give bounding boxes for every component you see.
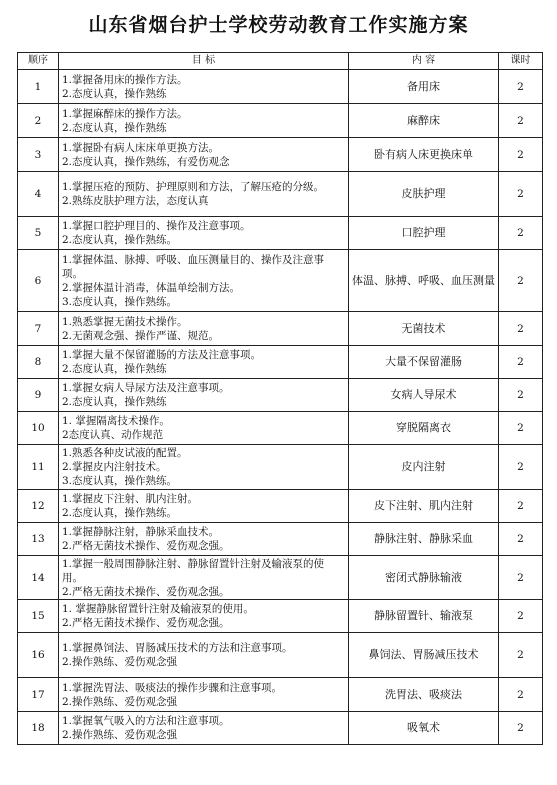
table-row (18, 312, 543, 346)
goal-line: 2.操作熟练、爱伤观念强 (62, 729, 178, 741)
row-hours: 2 (499, 104, 543, 138)
row-hours: 2 (499, 412, 543, 445)
goal-line: 1.掌握皮下注射、肌内注射。 (62, 493, 199, 505)
table-row (18, 490, 543, 523)
goal-line: 2.态度认真，操作熟练，有爱伤观念 (62, 155, 230, 168)
table-row (18, 678, 543, 712)
row-hours: 2 (499, 250, 543, 312)
table-row (18, 523, 543, 556)
table-row (18, 556, 543, 600)
goal-line: 2.掌握皮内注射技术。 (62, 461, 167, 473)
table-row (18, 172, 543, 217)
goal-line: 1.掌握麻醉床的操作方法。 (62, 107, 188, 120)
row-hours: 2 (499, 312, 543, 346)
goal-line: 3.态度认真，操作熟练。 (62, 295, 178, 308)
row-number: 11 (18, 445, 59, 490)
header-num: 顺序 (18, 53, 59, 70)
goal-line: 1.掌握口腔护理目的、操作及注意事项。 (62, 220, 251, 232)
row-goals (59, 312, 349, 346)
row-hours: 2 (499, 346, 543, 379)
goal-line: 1. 掌握隔离技术操作。 (62, 415, 170, 427)
row-goals (59, 217, 349, 250)
row-content: 大量不保留灌肠 (349, 346, 499, 379)
row-hours: 2 (499, 523, 543, 556)
goal-line: 1.掌握大量不保留灌肠的方法及注意事项。 (62, 349, 262, 361)
row-content: 皮肤护理 (349, 172, 499, 217)
plan-table (17, 52, 543, 745)
goal-line: 1.掌握体温、脉搏、呼吸、血压测量目的、操作及注意事项。 (62, 253, 325, 280)
goal-line: 2.态度认真，操作熟练。 (62, 234, 178, 246)
goal-line: 2.态度认真，操作熟练 (62, 121, 167, 134)
table-row (18, 412, 543, 445)
row-number: 7 (18, 312, 59, 346)
row-number: 13 (18, 523, 59, 556)
row-hours: 2 (499, 138, 543, 172)
goal-line: 2态度认真、动作规范 (62, 429, 164, 441)
row-goals (59, 250, 349, 312)
row-number: 14 (18, 556, 59, 600)
goal-line: 2.严格无菌技术操作、爱伤观念强。 (62, 540, 230, 552)
row-content: 穿脱隔离衣 (349, 412, 499, 445)
header-hours: 课时 (499, 53, 543, 70)
row-content: 体温、脉搏、呼吸、血压测量 (349, 250, 499, 312)
goal-line: 2.操作熟练、爱伤观念强 (62, 695, 178, 708)
row-content: 皮内注射 (349, 445, 499, 490)
goal-line: 2.严格无菌技术操作、爱伤观念强。 (62, 617, 230, 629)
row-content: 无菌技术 (349, 312, 499, 346)
goal-line: 2.熟练皮肤护理方法，态度认真 (62, 195, 209, 207)
table-row (18, 217, 543, 250)
goal-line: 1.掌握压疮的预防、护理原则和方法，了解压疮的分级。 (62, 181, 325, 193)
row-hours: 2 (499, 379, 543, 412)
row-number: 3 (18, 138, 59, 172)
row-number: 12 (18, 490, 59, 523)
header-content: 内 容 (349, 53, 499, 70)
row-content: 口腔护理 (349, 217, 499, 250)
document-title: 山东省烟台护士学校劳动教育工作实施方案 (88, 14, 469, 36)
row-goals (59, 379, 349, 412)
goal-line: 1.掌握一般周围静脉注射、静脉留置针注射及输液泵的使用。 (62, 557, 325, 584)
row-number: 2 (18, 104, 59, 138)
table-row (18, 712, 543, 745)
goal-line: 1.熟悉各种皮试液的配置。 (62, 447, 188, 459)
table-row (18, 633, 543, 678)
row-goals (59, 490, 349, 523)
row-hours: 2 (499, 490, 543, 523)
row-number: 6 (18, 250, 59, 312)
row-goals (59, 346, 349, 379)
row-number: 9 (18, 379, 59, 412)
header-goal: 目 标 (59, 53, 349, 70)
row-goals (59, 523, 349, 556)
table-row (18, 346, 543, 379)
row-goals (59, 172, 349, 217)
row-number: 18 (18, 712, 59, 745)
goal-line: 1.掌握洗胃法、吸痰法的操作步骤和注意事项。 (62, 681, 283, 694)
table-row (18, 445, 543, 490)
row-goals (59, 633, 349, 678)
goal-line: 1.掌握静脉注射，静脉采血技术。 (62, 526, 220, 538)
goal-line: 2.态度认真，操作熟练 (62, 363, 167, 375)
row-content: 麻醉床 (349, 104, 499, 138)
row-number: 8 (18, 346, 59, 379)
row-hours: 2 (499, 556, 543, 600)
row-content: 洗胃法、吸痰法 (349, 678, 499, 712)
row-number: 4 (18, 172, 59, 217)
table-row (18, 250, 543, 312)
table-row (18, 70, 543, 104)
table-row (18, 600, 543, 633)
row-number: 10 (18, 412, 59, 445)
row-content: 皮下注射、肌内注射 (349, 490, 499, 523)
row-goals (59, 445, 349, 490)
table-row (18, 138, 543, 172)
row-goals (59, 70, 349, 104)
row-hours: 2 (499, 217, 543, 250)
goal-line: 2.操作熟练、爱伤观念强 (62, 656, 178, 668)
table-body (18, 70, 543, 745)
row-goals (59, 712, 349, 745)
goal-line: 1.掌握女病人导尿方法及注意事项。 (62, 382, 230, 394)
goal-line: 1.掌握备用床的操作方法。 (62, 73, 188, 86)
goal-line: 1.掌握卧有病人床床单更换方法。 (62, 141, 220, 154)
row-number: 15 (18, 600, 59, 633)
row-content: 静脉注射、静脉采血 (349, 523, 499, 556)
table-row (18, 379, 543, 412)
goal-line: 1.熟悉掌握无菌技术操作。 (62, 315, 188, 328)
row-hours: 2 (499, 600, 543, 633)
goal-line: 2.掌握体温计消毒，体温单绘制方法。 (62, 281, 241, 294)
row-hours: 2 (499, 445, 543, 490)
row-hours: 2 (499, 172, 543, 217)
row-hours: 2 (499, 712, 543, 745)
goal-line: 2.态度认真，操作熟练 (62, 396, 167, 408)
row-content: 备用床 (349, 70, 499, 104)
row-number: 5 (18, 217, 59, 250)
goal-line: 3.态度认真，操作熟练。 (62, 475, 178, 487)
row-goals (59, 104, 349, 138)
goal-line: 1. 掌握静脉留置针注射及输液泵的使用。 (62, 603, 254, 615)
row-number: 1 (18, 70, 59, 104)
row-content: 密闭式静脉输液 (349, 556, 499, 600)
row-content: 女病人导尿术 (349, 379, 499, 412)
row-content: 鼻饲法、胃肠减压技术 (349, 633, 499, 678)
row-content: 静脉留置针、输液泵 (349, 600, 499, 633)
goal-line: 2.严格无菌技术操作、爱伤观念强。 (62, 585, 230, 598)
row-content: 卧有病人床更换床单 (349, 138, 499, 172)
row-number: 17 (18, 678, 59, 712)
row-hours: 2 (499, 678, 543, 712)
goal-line: 2.无菌观念强、操作严谨、规范。 (62, 329, 220, 342)
row-hours: 2 (499, 633, 543, 678)
row-content: 吸氧术 (349, 712, 499, 745)
goal-line: 2.态度认真，操作熟练 (62, 87, 167, 100)
row-goals (59, 412, 349, 445)
row-goals (59, 600, 349, 633)
row-hours: 2 (499, 70, 543, 104)
row-goals (59, 138, 349, 172)
row-goals (59, 556, 349, 600)
table-row (18, 104, 543, 138)
goal-line: 2.态度认真，操作熟练。 (62, 507, 178, 519)
goal-line: 1.掌握鼻饲法、胃肠减压技术的方法和注意事项。 (62, 642, 293, 654)
table-header-row (18, 53, 543, 70)
goal-line: 1.掌握氧气吸入的方法和注意事项。 (62, 715, 230, 727)
row-goals (59, 678, 349, 712)
row-number: 16 (18, 633, 59, 678)
